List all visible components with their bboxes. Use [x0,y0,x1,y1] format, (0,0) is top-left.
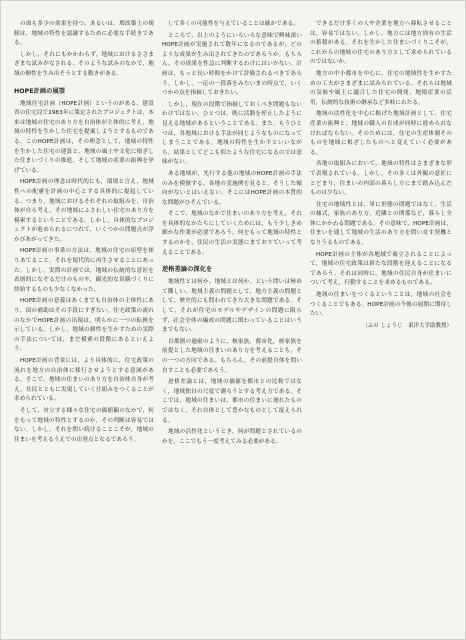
paragraph: ある地域が，先行する他の地域のHOPE計画の手法のみを模倣する。各地の実施例を見ると，そうした傾向がないとはいえない。そこにはHOPE計画の本質的な問題がひそんでいる。 [162,170,302,206]
paragraph: そして，対立する様々な住宅の価値観のなかで，何をもって地域の特性とするのか，その判断は容易ではない。しかし，それを問い続けることこそが，地域の住まいを考えるうえでの出発点となるであろう。 [14,407,154,443]
paragraph: HOPE計画の事業の方法は，地域の住宅の原型を探りあてること，それを現代的に再生させることにあった。しかし，実際の計画では，地域の伝統的な意匠を表層的になぞるだけのものや，観光的な景観づくりに終始するものも少なくなかった。 [14,248,154,293]
paragraph: 住宅の地域性とは，単に形態の問題ではなく，生活の様式，家族のあり方，近隣との関係など，暮らし全体にかかわる問題である。その意味で，HOPE計画は，住まいを通して地域の生活のあり方を問い直す契機となりうるものである。 [310,201,452,247]
section-heading: HOPE計画の展望 [14,87,66,95]
paragraph: して多くの可能性を与えていることは確かである。 [168,21,299,27]
paragraph: 地域の活性化を中心に掲げた地域計画として，住宅産業の振興と，地域の職人の育成が同時に進められなければならない。そのためには，住宅の生産体制そのものを地域に根ざしたものへと変えていく必要がある。 [310,111,452,156]
paragraph: ところで，以上のようにいろいろな意味で興味深いHOPE計画が実施されて数年になるのであるが，どのような成果が生み出されてきたのであろうか。もちろん，その成果を性急に判断するわけにはいかない。計画は，もっと長い時間をかけて評価されるべきであろう。しかし，一応の一段落をみたいまの時点で，いくつかの点を指摘しておきたい。 [162,32,302,97]
paragraph: しかし，現在の段階で指摘しておくべき問題もないわけではない。ひとつは，既に活動を停止したように見える地域があるということである。また，もうひとつは，各地域における手法が同じようなものになってしまうことである。地域の特性を生かすといいながら，結果としてどこも似たような住宅になるのでは意味がない。 [162,101,302,166]
paragraph: 地域性とは何か。地域とは何か。という問いは極めて難しい。地域主義の問題として，地方主義の問題として，歴史的にも問われてきた大きな問題である。そして，それが住宅のモデルやデザインの問題に限らず，社会全体の編成の問題に関わっていることはいうまでもない。 [162,279,302,334]
paragraph: 地域住宅計画（HOPE計画）というのがある。建設省の住宅局で1983年に策定されたプロジェクトは，本来は地域の住宅のあり方を自治体が主体的に考え，地域の特性を生かした住宅を提案しようとするものである。このHOPE計画は，その理念として，地域の特性を生かした住宅の建設と，地域の風土や文化に根ざした住まいづくりの推進，そして地域の産業の振興を挙げている。 [14,100,154,174]
paragraph: できるだけ多くの人や企業を地方へ移転させることは，容易ではない。しかし，地方には地方固有の生活の蓄積がある。それを生かした住まいづくりこそが，これからの地域の住宅のあり方として求められているのではないか。 [310,21,452,66]
paragraph: しかし，それにもかかわらず，地域におけるささまざまな試みがなされる。そのような試みのなかで，地域の個性を生み出そうとする動きがある。 [14,51,154,77]
paragraph: HOPE計画の意義はあくまでも自治体の主体性にあり，国の補助はその手段にすぎない。住宅政策の流れのなかでHOPE計画の出現は，明らかに一つの転換を示している。しかし，地域の個性を生かすための実際の手法については，まだ模索の段階にあるといえよう。 [14,298,154,353]
paragraph: の面も多少の効果を持つ。あるいは，増改築上の規制は，地域の特性を認識するために必要な手続きである。 [14,21,154,47]
paragraph: 地方の中小都市を中心に，住宅の地域性を生かすための工夫がさまざまに試みられている。それらは地域の気候や風土に適合した住宅の開発，地場産業の活用，伝統的な技術の継承など多岐にわたる。 [310,70,452,106]
text-column-1 [14,20,154,630]
paragraph: HOPE計画の理念は時代的にも，環境と言え，地域性への配慮を計画の中心とする具体的に提起している。つまり，地域におけるそれぞれの取組みを，自治体が自ら考え，その地域にふさわしい住宅のあり方を模索するということである。しかし，具体的なプロジェクトが進められるにつれて，いくつかの問題点が浮かびあがってきた。 [14,179,154,243]
text-column-3 [310,20,452,630]
section-heading: 逆格差論の深化を [162,266,213,274]
text-column-2 [162,20,302,630]
author-credit: （ふの しょうじ 東洋大学助教授） [362,322,452,329]
paragraph: そこで，地域のなかで住まいのあり方を考え，それを具体的なかたちにしていくためには，もう少しきめ細かな作業が必要であろう。何をもって地域の特性とするのかを，住民の生活の実態にまでおりていって考えることである。 [162,211,302,256]
paragraph: 地域の活性化というとき，何が問題とされているのかを，ここでもう一度考えてみる必要がある。 [162,429,302,445]
paragraph: 各地の取組みにおいて，地域の特性はさまざまな形で表現されている。しかし，その多くは外観の意匠にとどまり，住まいの内部の暮らし方にまで踏み込んだものは少ない。 [310,161,452,197]
paragraph: HOPE計画の背景には，より具体的に，住宅政策の流れを地方の自治体に移行させようとする意図がある。そこで，地域の住まいのあり方を自治体自身が考え，住民とともに実現していく仕組みをつくることが求められている。 [14,358,154,403]
paragraph: HOPE計画の主体が各地域で確立されることによって，地域の住宅政策は新たな段階を迎えることになるであろう。それは同時に，地域の住民自身が住まいについて考え，行動することを求めるものである。 [310,251,452,287]
paragraph: 逆格差論とは，地域の価値を都市との比較ではなく，地域独自の尺度で測ろうとする考え方である。そこでは，地域の住まいは，都市の住まいに遅れたものではなく，それ自体として豊かなものとして捉えられる。 [162,379,302,424]
paragraph: 地域の住まいをつくるということは，地域の社会をつくることでもある。HOPE計画の今後の展開に期待したい。 [310,292,452,318]
paragraph: 首都圏の過密のように，核家族，都市化，核家族を前提とした地域の住まいのあり方を考えることも，その一つの方向である。もちろん，その前提自体を問い直すことも必要であろう。 [162,338,302,374]
